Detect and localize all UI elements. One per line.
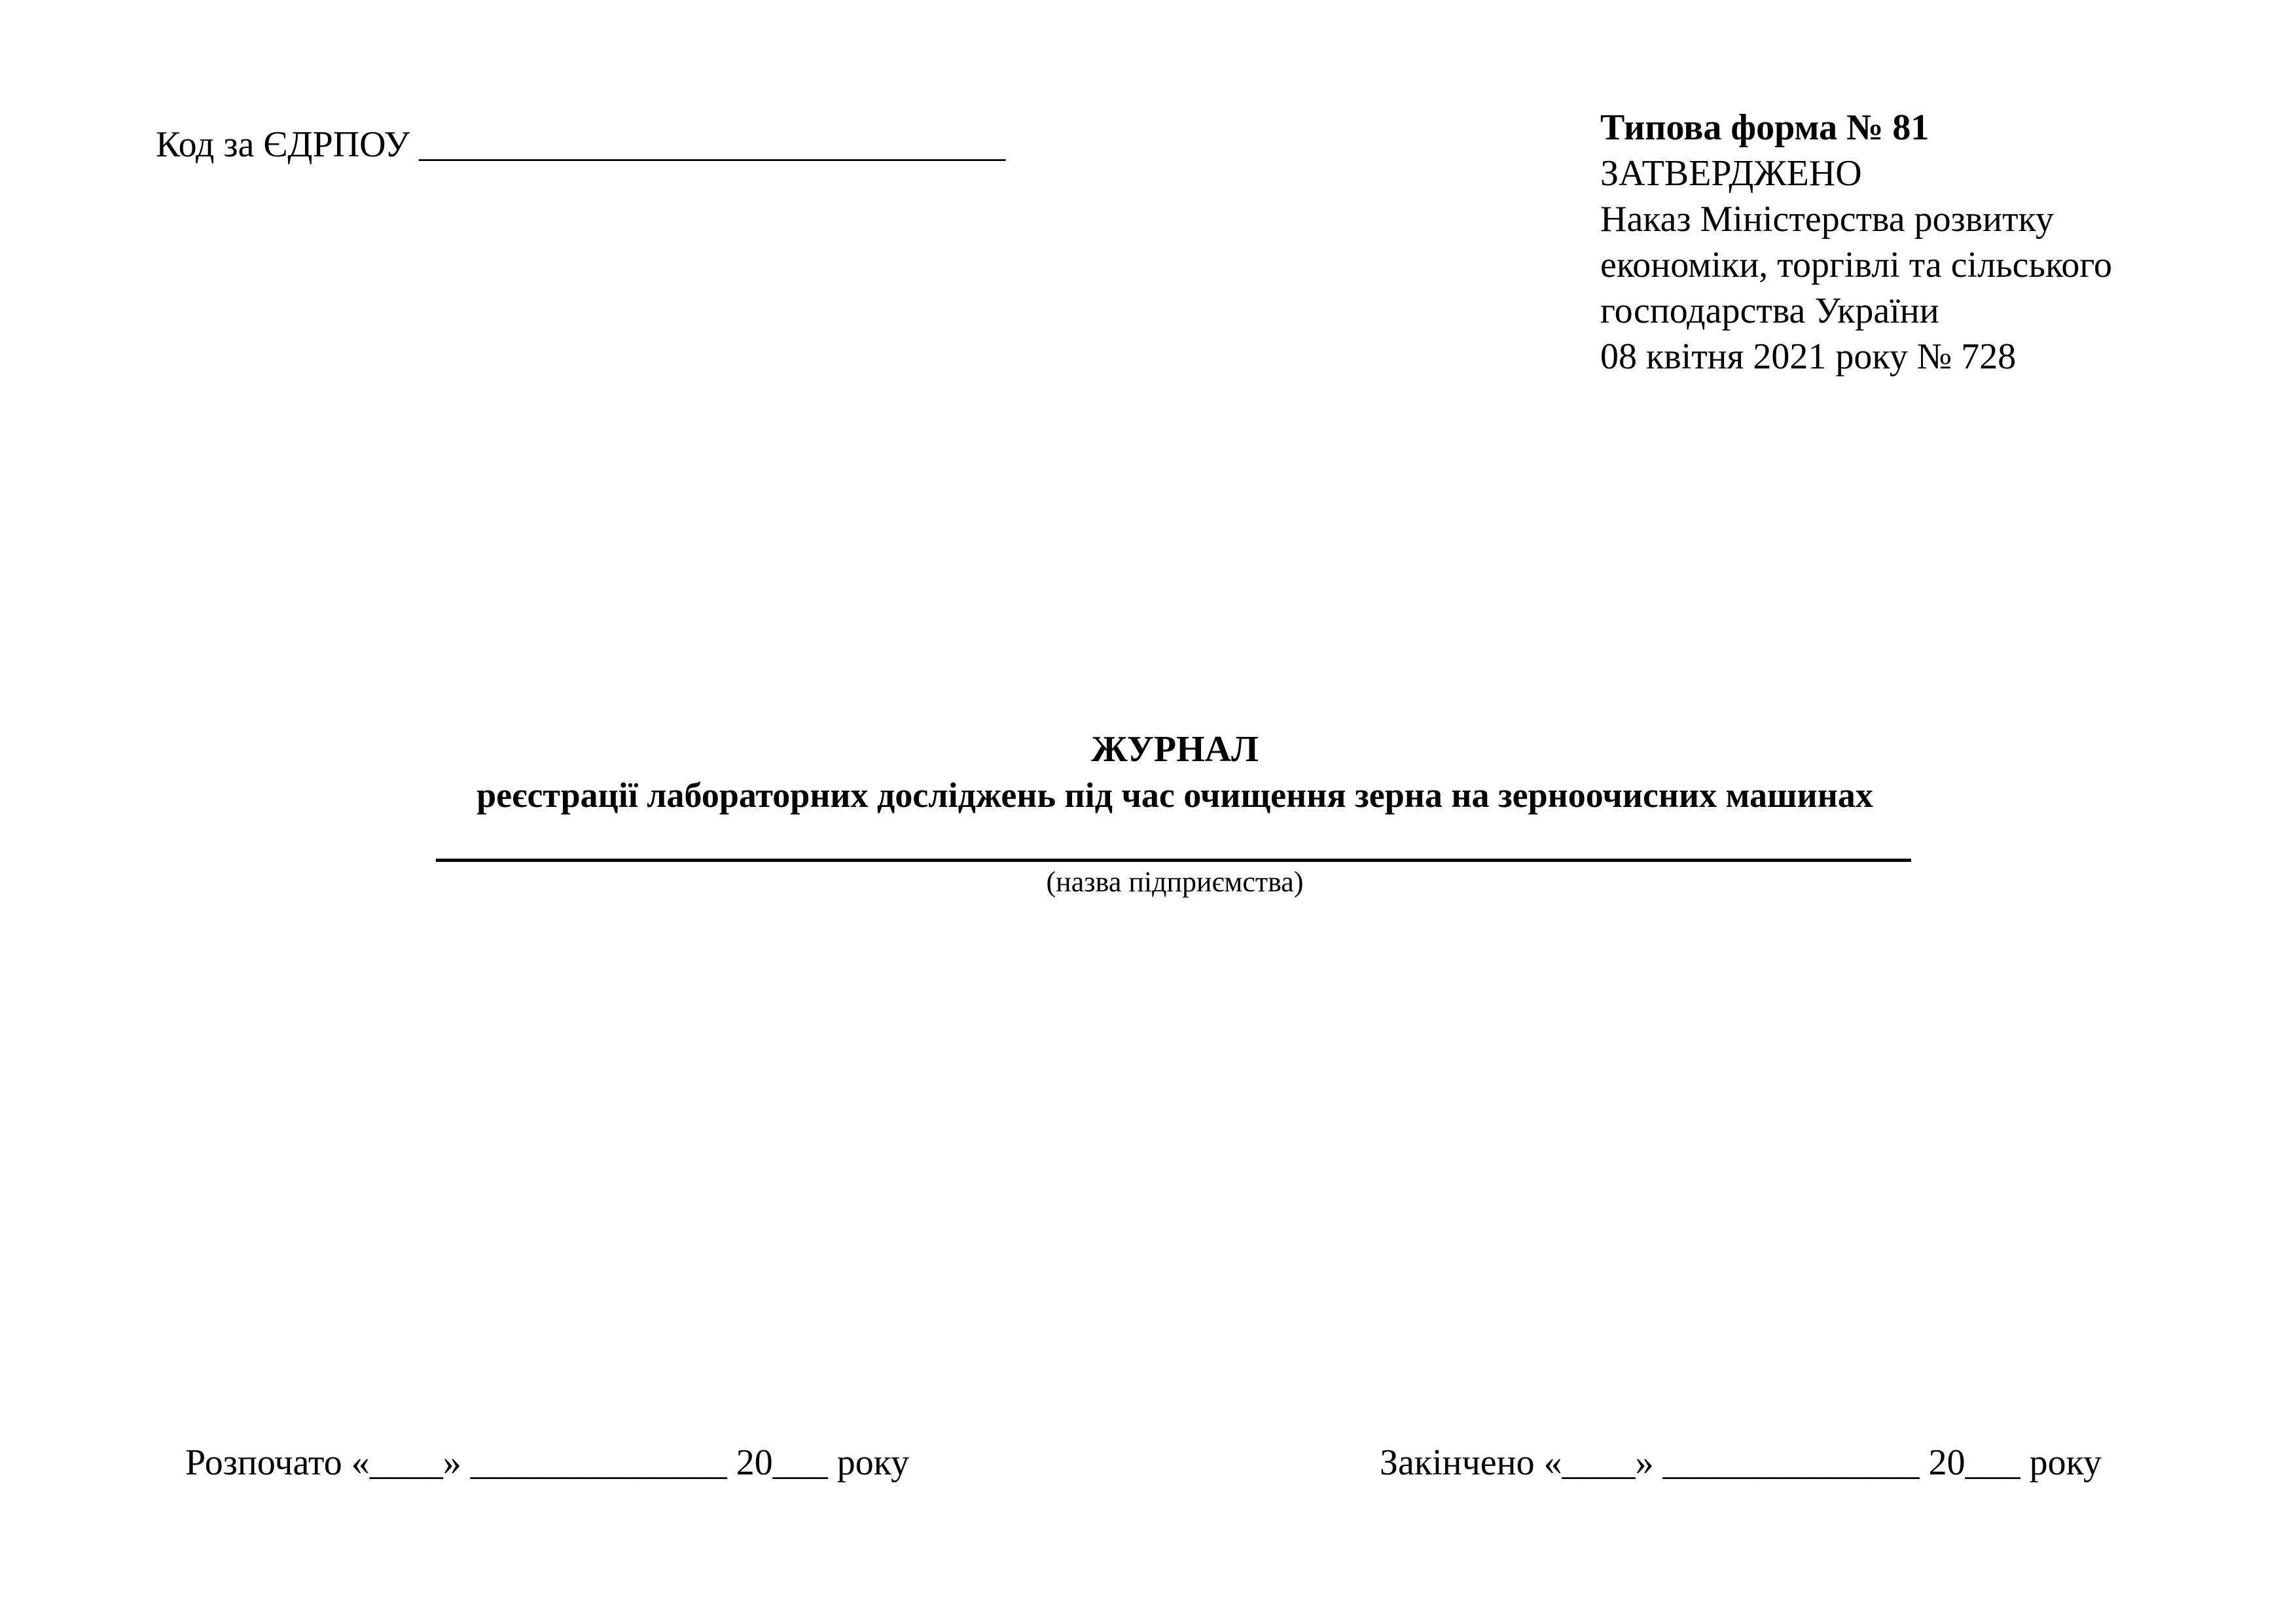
approved-stamp: ЗАТВЕРДЖЕНО xyxy=(1600,153,1862,194)
started-date-field: Розпочато «____» ______________ 20___ року xyxy=(185,1442,910,1483)
order-line-1: Наказ Міністерства розвитку xyxy=(1600,199,2054,240)
journal-title-block xyxy=(0,726,2296,818)
form-number: Типова форма № 81 xyxy=(1600,107,1929,148)
finished-date-field: Закінчено «____» ______________ 20___ року xyxy=(1380,1442,2102,1483)
enterprise-name-caption: (назва підприємства) xyxy=(1046,866,1304,898)
order-line-2: економіки, торгівлі та сільського xyxy=(1600,245,2113,285)
approval-block xyxy=(1600,105,2112,380)
journal-heading: ЖУРНАЛ xyxy=(1091,729,1259,770)
journal-subtitle: реєстрації лабораторних досліджень під час очищення зерна на зерноочисних машинах xyxy=(476,776,1873,815)
order-line-3: господарства України xyxy=(1600,291,1939,331)
edrpou-code-field: Код за ЄДРПОУ ________________________________ xyxy=(156,124,1006,165)
order-date: 08 квітня 2021 року № 728 xyxy=(1600,336,2017,377)
enterprise-name-line xyxy=(436,859,1911,862)
